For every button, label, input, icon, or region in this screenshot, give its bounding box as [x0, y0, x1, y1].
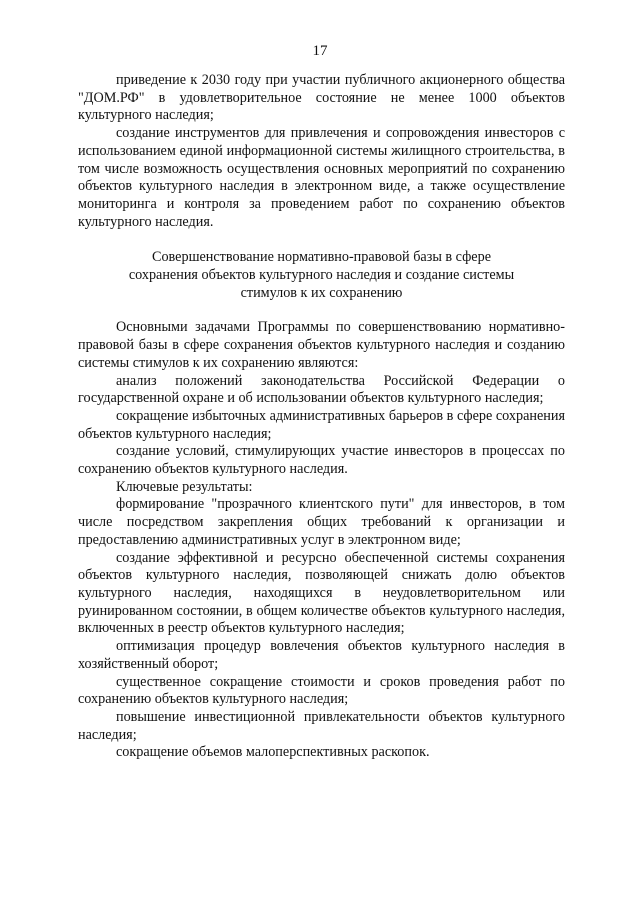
paragraph: оптимизация процедур вовлечения объектов культурного наследия в хозяйственный оборот; — [78, 638, 565, 672]
paragraph: существенное сокращение стоимости и сроков проведения работ по сохранению объектов культурного наследия; — [78, 673, 565, 708]
paragraph: Основными задачами Программы по совершенствованию нормативно-правовой базы в сфере сохранения объектов культурного наследия и созданию системы стимулов к их сохранению являются: — [78, 319, 565, 371]
paragraph: сокращение избыточных административных барьеров в сфере сохранения объектов культурного наследия; — [78, 407, 565, 442]
paragraph: формирование "прозрачного клиентского пути" для инвесторов, в том числе посредством закрепления общих требований к организации и предоставлению административных услуг в электронном виде; — [78, 496, 565, 548]
page-number: 17 — [312, 43, 328, 59]
section-heading-line: стимулов к их сохранению — [240, 284, 403, 301]
section-heading — [78, 249, 565, 302]
paragraph: повышение инвестиционной привлекательности объектов культурного наследия; — [78, 708, 565, 743]
paragraph: Ключевые результаты: — [116, 478, 253, 495]
paragraph: создание условий, стимулирующих участие инвесторов в процессах по сохранению объектов культурного наследия. — [78, 443, 565, 478]
section-heading-line: Совершенствование нормативно-правовой базы в сфере — [152, 249, 491, 266]
paragraph: анализ положений законодательства Российской Федерации о государственной охране и об использовании объектов культурного наследия; — [78, 372, 565, 407]
paragraph: приведение к 2030 году при участии публичного акционерного общества "ДОМ.РФ" в удовлетворительное состояние не менее 1000 объектов культурного наследия; — [78, 72, 565, 124]
document-body — [78, 72, 565, 762]
paragraph: создание инструментов для привлечения и сопровождения инвесторов с использованием единой информационной системы жилищного строительства, в том числе возможность осуществления основных мероприятий по сохранению объектов культурного наследия в электронном виде, а также осуществление мониторинга и контроля за проведением работ по сохранению объектов культурного наследия. — [78, 125, 565, 230]
section-heading-line: сохранения объектов культурного наследия и создание системы — [128, 267, 515, 284]
paragraph: сокращение объемов малоперспективных раскопок. — [116, 744, 430, 761]
paragraph: создание эффективной и ресурсно обеспеченной системы сохранения объектов культурного наследия, позволяющей снижать долю объектов культурного наследия, находящихся в неудовлетворительном или руинированном состоянии, в общем количестве объектов культурного наследия, включенных в реестр объектов культурного наследия; — [78, 549, 565, 637]
